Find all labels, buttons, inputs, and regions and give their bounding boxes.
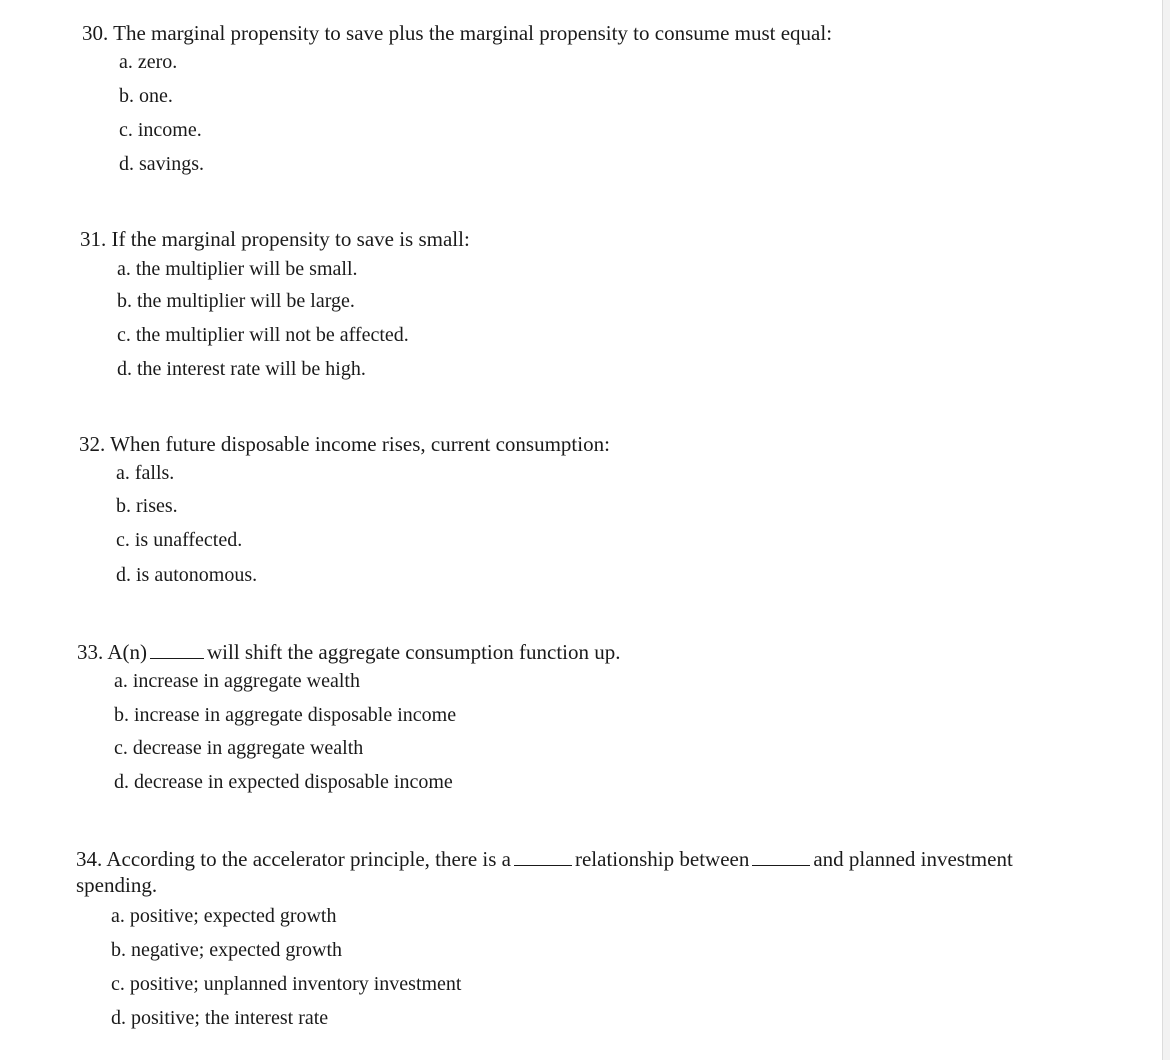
answer-choice-b: b. one. xyxy=(119,85,173,107)
question-text: The marginal propensity to save plus the marginal propensity to consume must equal: xyxy=(113,21,833,45)
answer-blank xyxy=(150,657,204,659)
question-text-part2: relationship between xyxy=(574,847,750,871)
answer-choice-b: b. rises. xyxy=(116,495,178,517)
question-stem xyxy=(79,430,610,458)
answer-choice-a: a. increase in aggregate wealth xyxy=(114,670,360,692)
answer-choice-c: c. decrease in aggregate wealth xyxy=(114,737,364,759)
question-text-before-blank: A(n) xyxy=(107,640,147,664)
question-stem xyxy=(77,638,621,666)
question-text: When future disposable income rises, current consumption: xyxy=(110,432,610,456)
question-text: If the marginal propensity to save is small: xyxy=(111,227,470,251)
answer-choice-c: c. is unaffected. xyxy=(116,529,243,551)
answer-choice-b: b. increase in aggregate disposable income xyxy=(114,704,457,726)
question-number: 32. xyxy=(79,432,106,456)
question-stem xyxy=(82,19,832,47)
answer-choice-a: a. falls. xyxy=(116,462,175,484)
question-stem xyxy=(76,845,1013,873)
answer-choice-d: d. decrease in expected disposable income xyxy=(114,771,453,793)
question-text-after-blank: will shift the aggregate consumption function up. xyxy=(207,640,621,664)
answer-choice-a: a. positive; expected growth xyxy=(111,905,337,927)
question-text-part3: and planned investment xyxy=(813,847,1013,871)
answer-blank-1 xyxy=(514,864,572,866)
question-text-part1: According to the accelerator principle, there is a xyxy=(106,847,511,871)
answer-choice-d: d. savings. xyxy=(119,153,204,175)
answer-choice-b: b. negative; expected growth xyxy=(111,939,343,961)
answer-choice-c: c. positive; unplanned inventory investment xyxy=(111,973,462,995)
answer-choice-b: b. the multiplier will be large. xyxy=(117,290,355,312)
question-number: 33. xyxy=(77,640,104,664)
question-number: 30. xyxy=(82,21,109,45)
answer-choice-d: d. the interest rate will be high. xyxy=(117,358,366,380)
answer-blank-2 xyxy=(752,864,810,866)
question-number: 34. xyxy=(76,847,103,871)
question-stem-continuation: spending. xyxy=(76,873,158,897)
answer-choice-a: a. the multiplier will be small. xyxy=(117,258,358,280)
answer-choice-c: c. income. xyxy=(119,119,202,141)
question-stem xyxy=(80,225,470,253)
answer-choice-a: a. zero. xyxy=(119,51,178,73)
question-number: 31. xyxy=(80,227,107,251)
answer-choice-c: c. the multiplier will not be affected. xyxy=(117,324,409,346)
answer-choice-d: d. positive; the interest rate xyxy=(111,1007,329,1029)
answer-choice-d: d. is autonomous. xyxy=(116,564,258,586)
